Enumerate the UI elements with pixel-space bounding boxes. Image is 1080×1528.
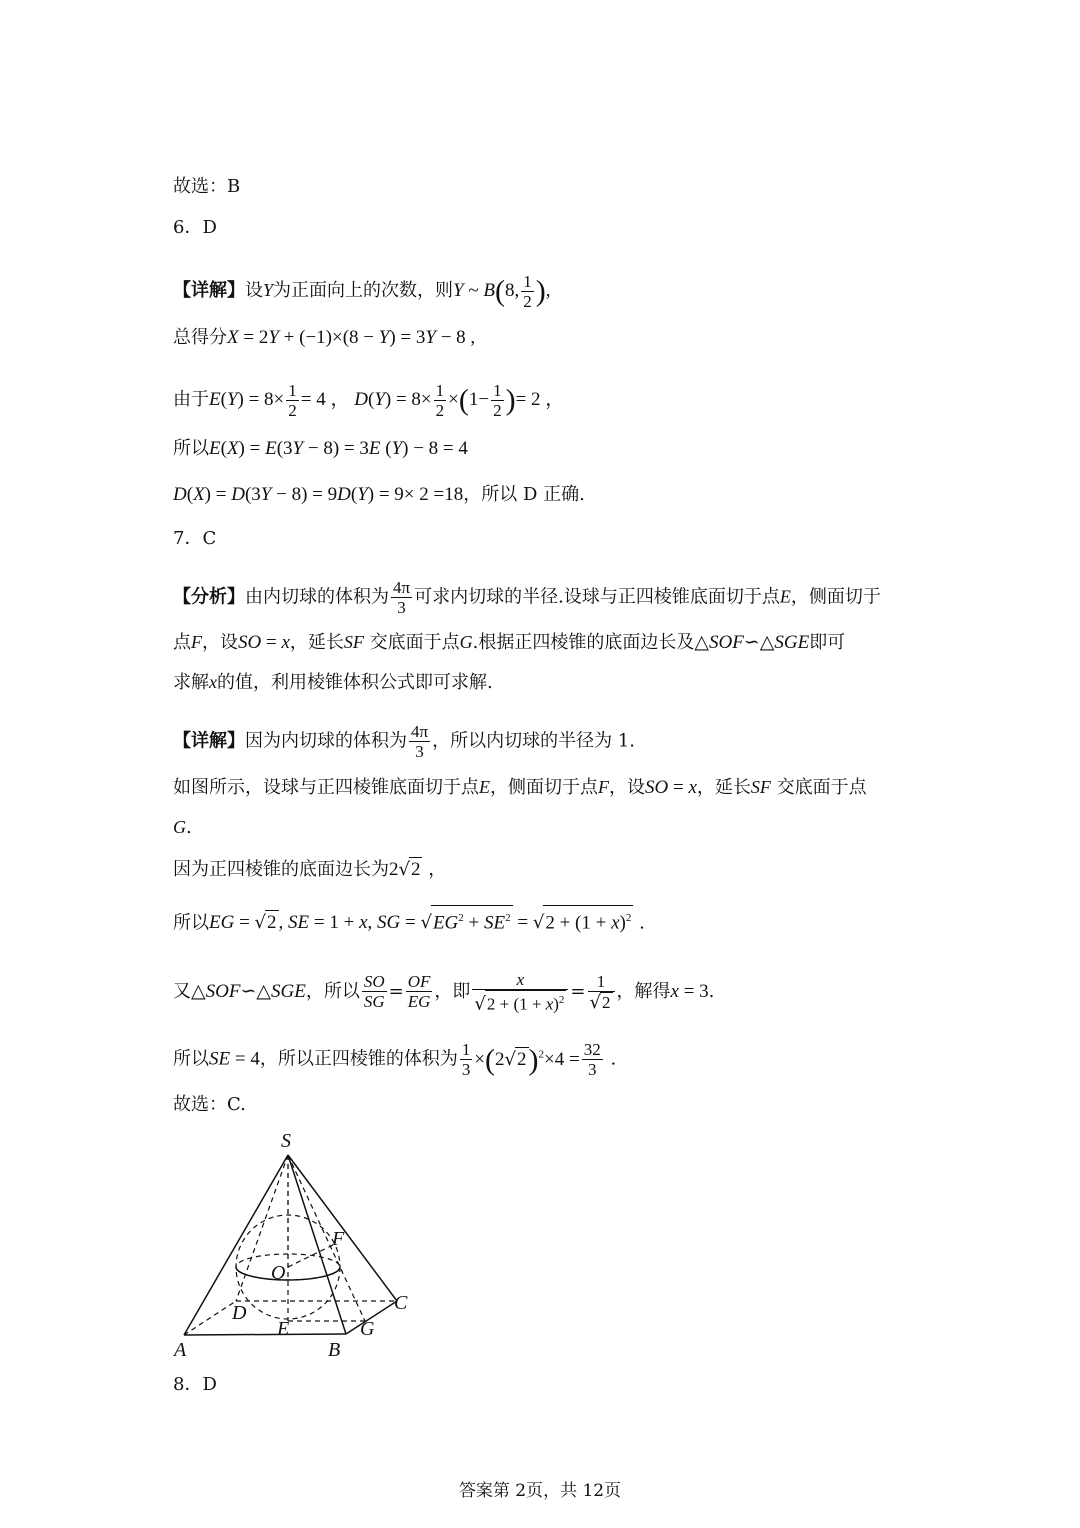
- page-footer: 答案第 2页，共 12页: [458, 1481, 622, 1501]
- line-select-b: 故选：B: [173, 176, 241, 197]
- line-7-edge: 因为正四棱锥的底面边长为2√2 ，: [173, 859, 447, 880]
- label-g: G: [360, 1318, 375, 1340]
- line-of: [288, 1245, 333, 1267]
- answer-8: 8．D: [173, 1374, 217, 1395]
- label-b: B: [328, 1339, 341, 1361]
- edge-ad: [184, 1301, 236, 1335]
- line-6-detail: 【详解】设Y为正面向上的次数，则Y ~ B(8, $\frac{1}{2}$ ),: [173, 272, 551, 311]
- line-7-analysis-3: 求解x的值，利用棱锥体积公式即可求解.: [173, 672, 493, 693]
- line-7-volume: 所以SE = 4，所以正四棱锥的体积为 $\frac{1}{3}$ $\times(2√2)^2\times 4$ = $\frac{32}{3}$ .: [173, 1040, 617, 1079]
- answer-6: 6．D: [173, 217, 217, 238]
- label-a: A: [174, 1339, 187, 1361]
- line-6-ex: 所以E(X) = E(3Y − 8) = 3E (Y) − 8 = 4: [173, 438, 468, 459]
- line-7-similar: 又△SOF∽△SGE，所以 $\frac{SO}{SG}$ = $\frac{OF}{EG}$ ，即 $\frac{x}{√2 + (1 + x)^2}$ = $\frac{1}{√2}$ ，解得x = 3.: [173, 970, 715, 1015]
- answer-7: 7．C: [173, 528, 217, 549]
- line-7-tangent-2: G.: [173, 817, 192, 838]
- line-7-eg: 所以EG = √2 , SE = 1 + x, SG = $√EG^2 + SE^2 = √2 + (1 + x)^2$ .: [173, 905, 645, 935]
- line-7-analysis-2: 点F，设SO = x，延长SF 交底面于点G.根据正四棱锥的底面边长及△SOF∽△SGE即可: [173, 632, 846, 653]
- label-f: F: [332, 1228, 345, 1250]
- line-7-tangent: 如图所示，设球与正四棱锥底面切于点E，侧面切于点F，设SO = x，延长SF 交底面于点: [173, 777, 867, 798]
- line-7-analysis: 【分析】由内切球的体积为 $\frac{4\pi}{3}$ 可求内切球的半径.设球与正四棱锥底面切于点E，侧面切于: [173, 578, 881, 617]
- label-s: S: [281, 1130, 291, 1152]
- line-sg: [288, 1155, 365, 1321]
- edge-ab: [184, 1334, 346, 1335]
- line-6-expect: 由于E(Y) = 8× $\frac{1}{2}$ = 4 ， D(Y) = 8× $\frac{1}{2}$ ×(1− $\frac{1}{2}$ )= 2 ，: [173, 381, 565, 420]
- line-6-dx: D(X) = D(3Y − 8) = 9D(Y) = 9× 2 =18，所以 D 正确.: [173, 484, 585, 505]
- line-6-score: 总得分X = 2Y + (−1)×(8 − Y) = 3Y − 8 ,: [173, 327, 476, 348]
- label-d: D: [232, 1302, 247, 1324]
- label-c: C: [394, 1292, 408, 1314]
- label-e: E: [277, 1318, 290, 1340]
- pyramid-figure: [170, 1125, 420, 1365]
- label-o: O: [271, 1262, 286, 1284]
- line-select-c: 故选：C.: [173, 1094, 246, 1115]
- line-7-detail: 【详解】因为内切球的体积为 $\frac{4\pi}{3}$ ，所以内切球的半径为 1.: [173, 722, 635, 761]
